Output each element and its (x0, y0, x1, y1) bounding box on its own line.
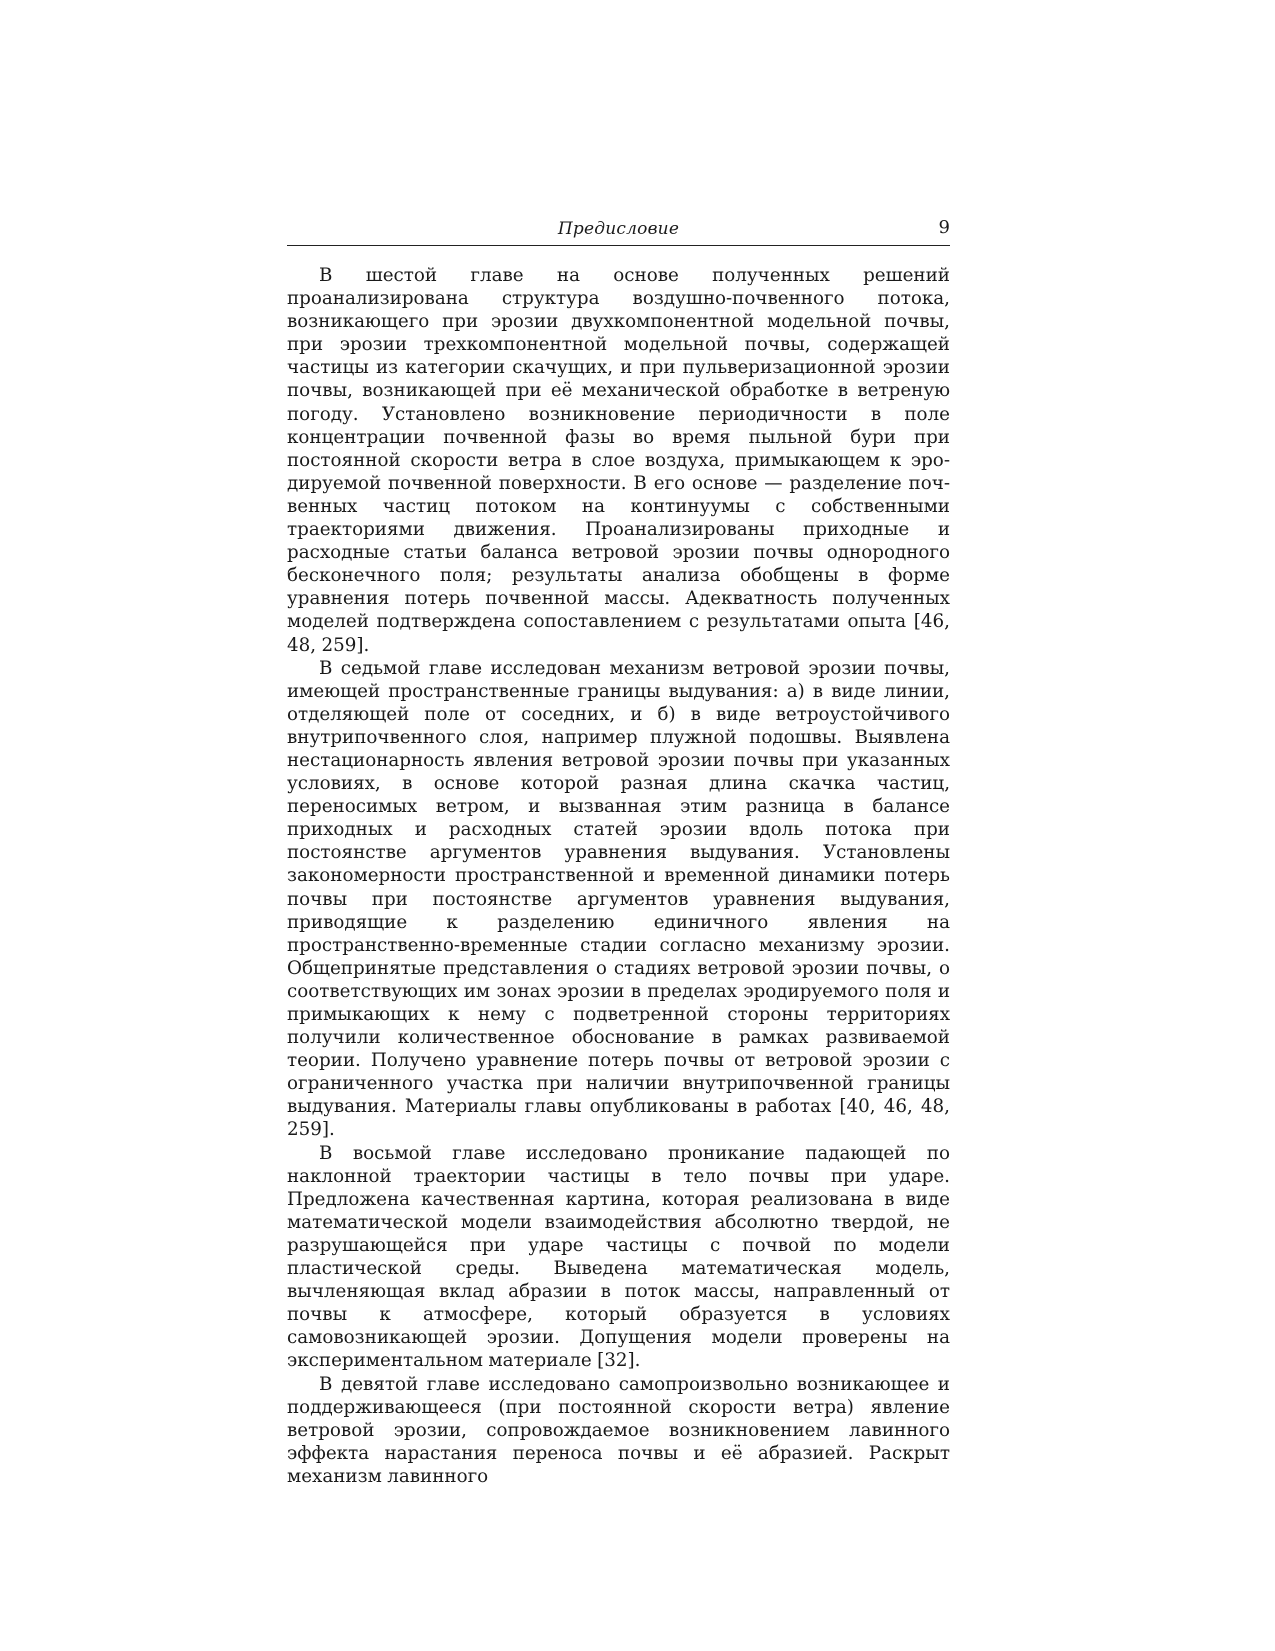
body-text (287, 264, 950, 1488)
running-header (287, 215, 950, 246)
paragraph-chapter-8: В восьмой главе исследовано проникание падающей по наклонной траектории частицы в тело почвы при ударе. Предложена качественная картина, которая реализована в виде математической модели взаимодействия абсолютно твердой, не разрушающейся при ударе частицы с почвой по модели пластической среды. Выведена математическая модель, вычленяющая вклад абразии в поток массы, направленный от почвы к атмосфере, который образуется в условиях самовозникающей эрозии. Допущения модели проверены на экспериментальном материале [32]. (287, 1142, 950, 1372)
paragraph-chapter-7: В седьмой главе исследован механизм ветровой эрозии почвы, имеющей пространственные границы выдувания: а) в виде линии, отделяющей поле от соседних, и б) в виде ветроустойчивого внутрипочвенного слоя, например плужной подошвы. Выявлена нестационарность явления ветровой эрозии почвы при указанных условиях, в основе которой разная длина скачка частиц, переносимых ветром, и вызванная этим разница в балансе приходных и расходных статей эрозии вдоль потока при постоянстве аргументов уравнения выдувания. Установлены закономерности пространственной и временной динамики потерь почвы при постоянстве аргументов уравнения выдувания, приводящие к разделению единичного явления на пространственно-временные стадии согласно механизму эрозии. Общепринятые представления о стадиях ветровой эрозии почвы, о соответствующих им зонах эрозии в пределах эродируемого поля и примыкающих к нему с подветренной стороны территориях получили количественное обоснование в рамках развиваемой теории. Получено уравнение потерь почвы от ветровой эрозии с ограниченного участка при наличии внутрипочвенной границы выдувания. Материалы главы опубликованы в работах [40, 46, 48, 259]. (287, 657, 950, 1141)
page-number: 9 (938, 217, 950, 238)
running-title: Предисловие (557, 219, 680, 239)
document-page (287, 215, 950, 1488)
paragraph-chapter-6: В шестой главе на основе полученных решений проанализирована структура воздушно-почвенного потока, возникающего при эрозии двухкомпонентной модельной почвы, при эрозии трехкомпонентной модельной почвы, содержащей частицы из категории скачущих, и при пульверизационной эрозии почвы, возникающей при её механической обработке в ветреную погоду. Установлено возникновение периодичности в поле концентрации почвенной фазы во время пыльной бури при постоянной скорости ветра в слое воздуха, примыкающем к эродируемой почвенной поверхности. В его основе — разделение почвенных частиц потоком на континуумы с собственными траекториями движения. Проанализированы приходные и расходные статьи баланса ветровой эрозии почвы однородного бесконечного поля; результаты анализа обобщены в форме уравнения потерь почвенной массы. Адекватность полученных моделей подтверждена сопоставлением с результатами опыта [46, 48, 259]. (287, 265, 950, 656)
paragraph-chapter-9: В девятой главе исследовано самопроизвольно возникающее и поддерживающееся (при постоянной скорости ветра) явление ветровой эрозии, сопровождаемое возникновением лавинного эффекта нарастания переноса почвы и её абразией. Раскрыт механизм лавинного (287, 1373, 950, 1487)
